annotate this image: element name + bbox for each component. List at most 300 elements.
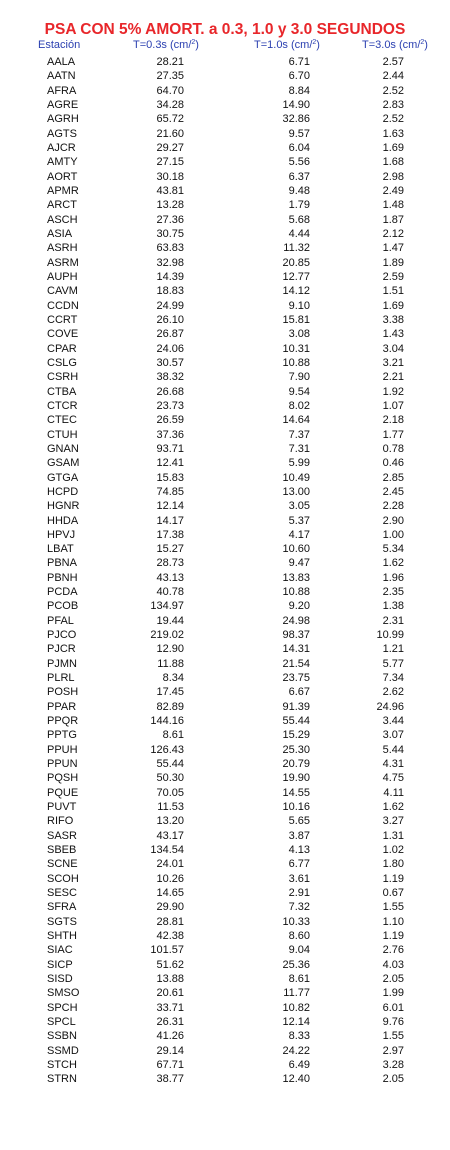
psa-3-0s: 2.05 — [382, 1073, 404, 1086]
psa-3-0s: 3.07 — [382, 729, 404, 742]
psa-3-0s: 7.34 — [382, 672, 404, 685]
psa-3-0s: 4.75 — [382, 772, 404, 785]
table-row — [0, 771, 450, 785]
station-code: PUVT — [47, 801, 77, 814]
station-code: PPUH — [47, 743, 78, 756]
psa-3-0s: 5.77 — [382, 657, 404, 670]
psa-1-0s: 8.60 — [288, 930, 310, 943]
table-row — [0, 1029, 450, 1043]
psa-3-0s: 2.18 — [382, 414, 404, 427]
table-row — [0, 685, 450, 699]
psa-3-0s: 2.52 — [382, 113, 404, 126]
header-col-0-3s — [133, 39, 199, 51]
psa-1-0s: 5.65 — [288, 815, 310, 828]
psa-1-0s: 5.68 — [288, 213, 310, 226]
psa-1-0s: 10.49 — [282, 471, 310, 484]
psa-3-0s: 3.28 — [382, 1058, 404, 1071]
psa-1-0s: 4.44 — [288, 227, 310, 240]
psa-0-3s: 14.65 — [156, 887, 184, 900]
psa-3-0s: 2.90 — [382, 514, 404, 527]
psa-1-0s: 14.31 — [282, 643, 310, 656]
table-row — [0, 485, 450, 499]
psa-0-3s: 12.41 — [156, 457, 184, 470]
psa-3-0s: 2.83 — [382, 98, 404, 111]
station-code: ASIA — [47, 227, 73, 240]
psa-0-3s: 42.38 — [156, 930, 184, 943]
psa-3-0s: 1.68 — [382, 156, 404, 169]
psa-1-0s: 24.98 — [282, 614, 310, 627]
psa-3-0s: 2.21 — [382, 371, 404, 384]
table-row — [0, 571, 450, 585]
station-code: SICP — [47, 958, 73, 971]
psa-0-3s: 64.70 — [156, 84, 184, 97]
station-code: AGRH — [47, 113, 79, 126]
station-code: CTUH — [47, 428, 78, 441]
psa-0-3s: 40.78 — [156, 586, 184, 599]
psa-0-3s: 126.43 — [150, 743, 184, 756]
table-row — [0, 814, 450, 828]
psa-3-0s: 1.62 — [382, 801, 404, 814]
psa-1-0s: 14.64 — [282, 414, 310, 427]
station-code: AUPH — [47, 270, 78, 283]
station-code: PQSH — [47, 772, 79, 785]
table-row — [0, 528, 450, 542]
psa-0-3s: 12.14 — [156, 500, 184, 513]
psa-1-0s: 19.90 — [282, 772, 310, 785]
psa-1-0s: 8.33 — [288, 1030, 310, 1043]
psa-3-0s: 3.27 — [382, 815, 404, 828]
psa-3-0s: 6.01 — [382, 1001, 404, 1014]
psa-3-0s: 2.45 — [382, 485, 404, 498]
station-code: ASRM — [47, 256, 79, 269]
table-header — [0, 39, 450, 55]
psa-3-0s: 1.55 — [382, 1030, 404, 1043]
psa-0-3s: 26.31 — [156, 1015, 184, 1028]
table-row — [0, 700, 450, 714]
psa-1-0s: 10.88 — [282, 356, 310, 369]
table-row — [0, 184, 450, 198]
psa-0-3s: 13.28 — [156, 199, 184, 212]
table-row — [0, 270, 450, 284]
psa-3-0s: 1.69 — [382, 299, 404, 312]
table-row — [0, 628, 450, 642]
data-table — [0, 55, 450, 1087]
psa-1-0s: 8.02 — [288, 399, 310, 412]
psa-1-0s: 6.04 — [288, 141, 310, 154]
psa-1-0s: 11.77 — [283, 987, 310, 1000]
unit-close: ) — [195, 39, 199, 51]
psa-0-3s: 13.20 — [156, 815, 184, 828]
station-code: AORT — [47, 170, 78, 183]
psa-3-0s: 5.44 — [382, 743, 404, 756]
table-row — [0, 958, 450, 972]
psa-1-0s: 8.84 — [288, 84, 310, 97]
psa-1-0s: 9.54 — [288, 385, 310, 398]
table-row — [0, 428, 450, 442]
station-code: HGNR — [47, 500, 80, 513]
psa-3-0s: 2.76 — [382, 944, 404, 957]
psa-0-3s: 20.61 — [156, 987, 184, 1000]
psa-3-0s: 2.85 — [382, 471, 404, 484]
station-code: PPQR — [47, 715, 79, 728]
station-code: LBAT — [47, 543, 74, 556]
unit-exponent: 2 — [191, 39, 196, 46]
psa-0-3s: 43.13 — [156, 571, 184, 584]
table-row — [0, 829, 450, 843]
psa-0-3s: 101.57 — [150, 944, 184, 957]
psa-3-0s: 3.38 — [382, 313, 404, 326]
psa-1-0s: 7.90 — [288, 371, 310, 384]
station-code: CTCR — [47, 399, 78, 412]
psa-3-0s: 2.28 — [382, 500, 404, 513]
header-station: Estación — [38, 39, 81, 51]
psa-0-3s: 21.60 — [156, 127, 184, 140]
station-code: SFRA — [47, 901, 77, 914]
psa-3-0s: 1.51 — [382, 285, 404, 298]
psa-3-0s: 1.00 — [382, 528, 404, 541]
station-code: HCPD — [47, 485, 79, 498]
station-code: GTGA — [47, 471, 79, 484]
psa-1-0s: 5.99 — [288, 457, 310, 470]
psa-1-0s: 2.91 — [288, 887, 310, 900]
table-row — [0, 256, 450, 270]
psa-1-0s: 98.37 — [282, 629, 310, 642]
table-row — [0, 872, 450, 886]
station-code: PJCO — [47, 629, 77, 642]
psa-1-0s: 4.13 — [288, 844, 310, 857]
table-row — [0, 542, 450, 556]
psa-3-0s: 1.80 — [382, 858, 404, 871]
station-code: SESC — [47, 887, 77, 900]
psa-1-0s: 15.29 — [282, 729, 310, 742]
station-code: PPAR — [47, 700, 77, 713]
psa-3-0s: 24.96 — [376, 700, 404, 713]
psa-3-0s: 1.43 — [382, 328, 404, 341]
psa-0-3s: 55.44 — [156, 758, 184, 771]
table-row — [0, 370, 450, 384]
psa-1-0s: 9.57 — [288, 127, 310, 140]
station-code: AMTY — [47, 156, 78, 169]
station-code: SASR — [47, 829, 77, 842]
psa-1-0s: 6.71 — [288, 56, 310, 68]
station-code: SCNE — [47, 858, 78, 871]
station-code: SGTS — [47, 915, 77, 928]
header-col-3-0s-text: T=3.0s (cm/ — [362, 39, 421, 51]
header-col-1-0s-text: T=1.0s (cm/ — [254, 39, 313, 51]
psa-0-3s: 28.73 — [156, 557, 184, 570]
psa-3-0s: 1.77 — [382, 428, 404, 441]
psa-1-0s: 9.10 — [288, 299, 310, 312]
psa-0-3s: 144.16 — [150, 715, 184, 728]
station-code: PPTG — [47, 729, 77, 742]
psa-3-0s: 1.38 — [382, 600, 404, 613]
psa-0-3s: 8.34 — [162, 672, 184, 685]
psa-3-0s: 2.59 — [382, 270, 404, 283]
station-code: SCOH — [47, 872, 79, 885]
psa-3-0s: 1.92 — [382, 385, 404, 398]
psa-1-0s: 32.86 — [282, 113, 310, 126]
table-row — [0, 155, 450, 169]
psa-0-3s: 30.75 — [156, 227, 184, 240]
table-row — [0, 857, 450, 871]
table-row — [0, 642, 450, 656]
table-row — [0, 1015, 450, 1029]
psa-3-0s: 1.89 — [382, 256, 404, 269]
psa-1-0s: 6.77 — [288, 858, 310, 871]
psa-0-3s: 28.21 — [156, 56, 184, 68]
psa-1-0s: 10.88 — [282, 586, 310, 599]
psa-3-0s: 0.67 — [382, 887, 404, 900]
psa-3-0s: 1.63 — [382, 127, 404, 140]
psa-1-0s: 10.31 — [282, 342, 310, 355]
station-code: GSAM — [47, 457, 80, 470]
station-code: CSRH — [47, 371, 79, 384]
unit-close: ) — [316, 39, 320, 51]
psa-0-3s: 29.90 — [156, 901, 184, 914]
psa-3-0s: 2.35 — [382, 586, 404, 599]
psa-0-3s: 82.89 — [156, 700, 184, 713]
psa-1-0s: 3.87 — [288, 829, 310, 842]
table-row — [0, 299, 450, 313]
psa-1-0s: 3.61 — [288, 872, 310, 885]
psa-0-3s: 30.18 — [156, 170, 184, 183]
station-code: SIAC — [47, 944, 73, 957]
psa-0-3s: 134.54 — [150, 844, 184, 857]
station-code: COVE — [47, 328, 79, 341]
psa-0-3s: 12.90 — [156, 643, 184, 656]
unit-exponent: 2 — [312, 39, 317, 46]
psa-1-0s: 3.08 — [288, 328, 310, 341]
table-row — [0, 657, 450, 671]
table-row — [0, 915, 450, 929]
psa-0-3s: 134.97 — [150, 600, 184, 613]
psa-0-3s: 70.05 — [156, 786, 184, 799]
psa-0-3s: 17.38 — [156, 528, 184, 541]
station-code: PJMN — [47, 657, 77, 670]
psa-1-0s: 13.83 — [282, 571, 310, 584]
table-row — [0, 757, 450, 771]
table-row — [0, 98, 450, 112]
psa-3-0s: 2.98 — [382, 170, 404, 183]
station-code: AALA — [47, 56, 76, 68]
psa-3-0s: 1.02 — [382, 844, 404, 857]
station-code: PBNH — [47, 571, 78, 584]
psa-0-3s: 24.06 — [156, 342, 184, 355]
table-row — [0, 413, 450, 427]
station-code: SMSO — [47, 987, 80, 1000]
table-row — [0, 399, 450, 413]
table-row — [0, 743, 450, 757]
psa-0-3s: 27.36 — [156, 213, 184, 226]
table-row — [0, 714, 450, 728]
psa-0-3s: 38.77 — [156, 1073, 184, 1086]
psa-0-3s: 24.01 — [156, 858, 184, 871]
psa-3-0s: 2.52 — [382, 84, 404, 97]
table-row — [0, 1072, 450, 1086]
psa-1-0s: 25.30 — [282, 743, 310, 756]
psa-3-0s: 4.31 — [382, 758, 404, 771]
psa-1-0s: 25.36 — [282, 958, 310, 971]
psa-3-0s: 1.21 — [382, 643, 404, 656]
table-row — [0, 170, 450, 184]
psa-1-0s: 12.40 — [282, 1073, 310, 1086]
station-code: PJCR — [47, 643, 76, 656]
table-row — [0, 614, 450, 628]
table-row — [0, 886, 450, 900]
table-row — [0, 929, 450, 943]
psa-0-3s: 18.83 — [156, 285, 184, 298]
psa-1-0s: 12.77 — [282, 270, 310, 283]
station-code: SSBN — [47, 1030, 77, 1043]
station-code: PPUN — [47, 758, 78, 771]
psa-3-0s: 1.99 — [382, 987, 404, 1000]
psa-0-3s: 24.99 — [156, 299, 184, 312]
psa-1-0s: 9.04 — [288, 944, 310, 957]
psa-1-0s: 55.44 — [282, 715, 310, 728]
table-row — [0, 471, 450, 485]
psa-0-3s: 65.72 — [156, 113, 184, 126]
psa-1-0s: 9.20 — [288, 600, 310, 613]
station-code: CTBA — [47, 385, 77, 398]
table-row — [0, 728, 450, 742]
psa-1-0s: 23.75 — [282, 672, 310, 685]
psa-0-3s: 15.83 — [156, 471, 184, 484]
psa-1-0s: 6.49 — [288, 1058, 310, 1071]
psa-1-0s: 11.32 — [283, 242, 310, 255]
psa-3-0s: 2.97 — [382, 1044, 404, 1057]
table-row — [0, 456, 450, 470]
station-code: CSLG — [47, 356, 77, 369]
psa-3-0s: 2.44 — [382, 70, 404, 83]
psa-0-3s: 27.35 — [156, 70, 184, 83]
table-row — [0, 327, 450, 341]
psa-3-0s: 1.96 — [382, 571, 404, 584]
station-code: CPAR — [47, 342, 77, 355]
station-code: SPCH — [47, 1001, 78, 1014]
station-code: GNAN — [47, 442, 79, 455]
psa-1-0s: 24.22 — [282, 1044, 310, 1057]
table-row — [0, 1001, 450, 1015]
station-code: HPVJ — [47, 528, 76, 541]
psa-0-3s: 8.61 — [162, 729, 184, 742]
psa-0-3s: 41.26 — [156, 1030, 184, 1043]
psa-0-3s: 63.83 — [156, 242, 184, 255]
psa-0-3s: 30.57 — [156, 356, 184, 369]
psa-3-0s: 1.55 — [382, 901, 404, 914]
psa-1-0s: 10.16 — [282, 801, 310, 814]
psa-0-3s: 93.71 — [156, 442, 184, 455]
psa-0-3s: 28.81 — [156, 915, 184, 928]
psa-1-0s: 5.37 — [288, 514, 310, 527]
psa-3-0s: 1.19 — [382, 872, 404, 885]
psa-0-3s: 27.15 — [156, 156, 184, 169]
psa-0-3s: 29.14 — [156, 1044, 184, 1057]
station-code: ASCH — [47, 213, 78, 226]
psa-0-3s: 43.81 — [156, 184, 184, 197]
psa-3-0s: 3.44 — [382, 715, 404, 728]
psa-0-3s: 11.53 — [157, 801, 184, 814]
psa-0-3s: 23.73 — [156, 399, 184, 412]
station-code: POSH — [47, 686, 79, 699]
table-row — [0, 514, 450, 528]
psa-1-0s: 20.79 — [282, 758, 310, 771]
psa-3-0s: 1.62 — [382, 557, 404, 570]
psa-0-3s: 34.28 — [156, 98, 184, 111]
psa-0-3s: 50.30 — [156, 772, 184, 785]
header-col-3-0s — [362, 39, 428, 51]
station-code: PCOB — [47, 600, 79, 613]
psa-0-3s: 10.26 — [156, 872, 184, 885]
psa-1-0s: 14.12 — [282, 285, 310, 298]
table-row — [0, 112, 450, 126]
station-code: STRN — [47, 1073, 77, 1086]
page-title: PSA CON 5% AMORT. a 0.3, 1.0 y 3.0 SEGUNDOS — [44, 21, 406, 38]
station-code: APMR — [47, 184, 79, 197]
header-col-0-3s-text: T=0.3s (cm/ — [133, 39, 192, 51]
table-row — [0, 84, 450, 98]
psa-3-0s: 5.34 — [382, 543, 404, 556]
psa-3-0s: 4.11 — [383, 786, 404, 799]
psa-0-3s: 37.36 — [156, 428, 184, 441]
table-row — [0, 313, 450, 327]
unit-exponent: 2 — [420, 39, 425, 46]
psa-0-3s: 29.27 — [156, 141, 184, 154]
psa-3-0s: 1.19 — [382, 930, 404, 943]
table-row — [0, 599, 450, 613]
station-code: SBEB — [47, 844, 77, 857]
psa-0-3s: 26.10 — [156, 313, 184, 326]
station-code: CAVM — [47, 285, 78, 298]
table-row — [0, 943, 450, 957]
psa-0-3s: 74.85 — [156, 485, 184, 498]
psa-1-0s: 6.70 — [288, 70, 310, 83]
psa-0-3s: 67.71 — [156, 1058, 184, 1071]
table-row — [0, 356, 450, 370]
table-row — [0, 385, 450, 399]
table-row — [0, 900, 450, 914]
psa-1-0s: 10.82 — [282, 1001, 310, 1014]
table-row — [0, 800, 450, 814]
psa-0-3s: 51.62 — [156, 958, 184, 971]
station-code: AGTS — [47, 127, 77, 140]
table-row — [0, 69, 450, 83]
table-row — [0, 1058, 450, 1072]
table-row — [0, 342, 450, 356]
unit-close: ) — [424, 39, 428, 51]
psa-1-0s: 7.31 — [288, 442, 310, 455]
psa-1-0s: 8.61 — [288, 973, 310, 985]
station-code: HHDA — [47, 514, 79, 527]
psa-1-0s: 4.17 — [288, 528, 310, 541]
station-code: CCRT — [47, 313, 78, 326]
psa-1-0s: 21.54 — [282, 657, 310, 670]
table-row — [0, 284, 450, 298]
psa-0-3s: 32.98 — [156, 256, 184, 269]
station-code: SHTH — [47, 930, 77, 943]
table-row — [0, 1044, 450, 1058]
psa-3-0s: 2.31 — [382, 614, 404, 627]
psa-3-0s: 1.07 — [382, 399, 404, 412]
table-row — [0, 972, 450, 986]
psa-3-0s: 1.87 — [382, 213, 404, 226]
station-code: AFRA — [47, 84, 77, 97]
table-row — [0, 671, 450, 685]
psa-3-0s: 2.05 — [382, 973, 404, 985]
psa-0-3s: 219.02 — [150, 629, 184, 642]
psa-1-0s: 91.39 — [282, 700, 310, 713]
psa-1-0s: 15.81 — [282, 313, 310, 326]
station-code: PCDA — [47, 586, 78, 599]
